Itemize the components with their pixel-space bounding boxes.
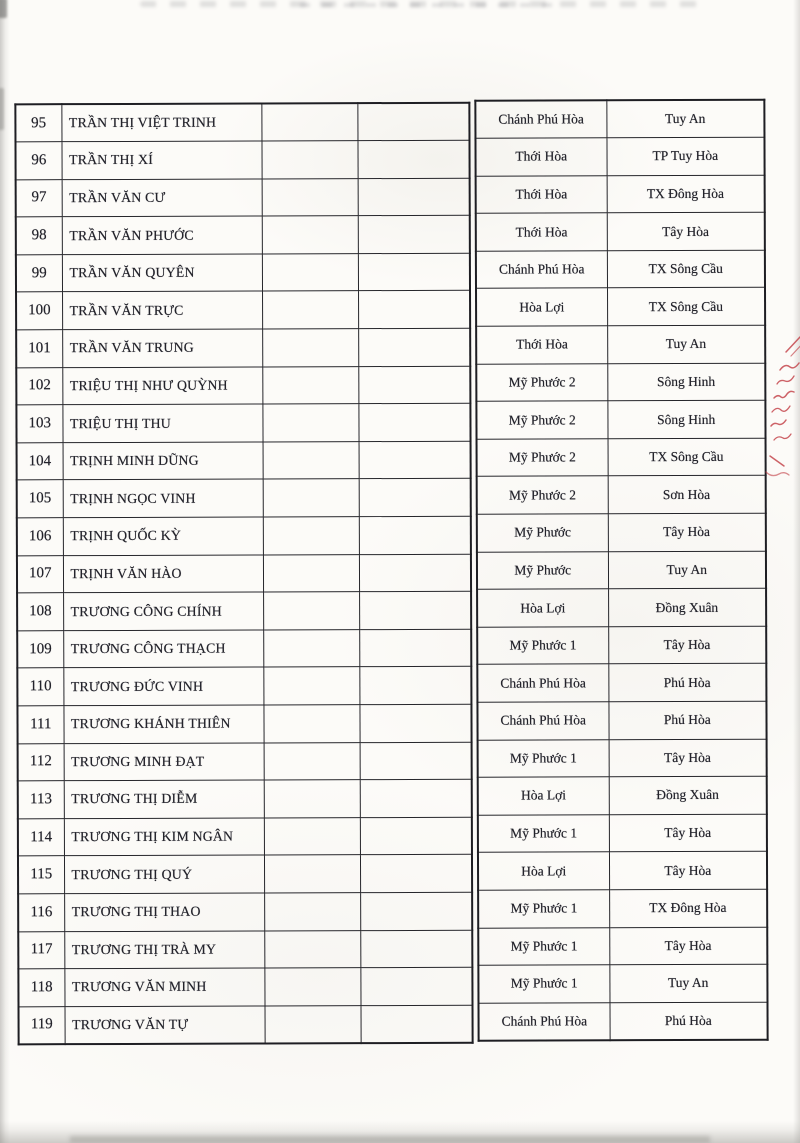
name-cell: TRẦN THỊ VIỆT TRINH xyxy=(61,103,261,141)
row-number-cell: 106 xyxy=(17,518,63,556)
empty-cell xyxy=(263,667,359,705)
row-number-cell: 98 xyxy=(16,217,62,255)
table-row xyxy=(475,100,764,139)
empty-cell xyxy=(263,592,359,630)
table-row xyxy=(477,551,766,590)
empty-cell xyxy=(262,329,358,367)
empty-cell xyxy=(264,855,360,893)
commune-cell: Mỹ Phước 1 xyxy=(478,890,609,928)
empty-cell xyxy=(360,742,472,780)
empty-cell xyxy=(358,291,470,329)
table-row xyxy=(478,852,767,891)
row-number-cell: 103 xyxy=(16,405,62,443)
name-cell: TRẦN VĂN QUYÊN xyxy=(62,254,262,292)
district-cell: Đồng Xuân xyxy=(609,776,767,814)
empty-cell xyxy=(360,779,472,817)
table-row xyxy=(18,930,472,969)
empty-cell xyxy=(357,103,469,141)
name-cell: TRƯƠNG THỊ TRÀ MY xyxy=(64,931,264,969)
empty-cell xyxy=(359,479,471,517)
commune-cell: Hòa Lợi xyxy=(478,852,609,890)
table-row xyxy=(16,253,470,292)
commune-cell: Hòa Lợi xyxy=(476,288,607,326)
scan-edge-bottom-shadow xyxy=(70,1136,710,1143)
table-row xyxy=(476,400,765,439)
name-cell: TRẦN VĂN CƯ xyxy=(62,179,262,217)
district-cell: Tây Hòa xyxy=(608,626,766,664)
table-row xyxy=(477,588,766,627)
table-row xyxy=(476,325,765,364)
empty-cell xyxy=(265,1005,361,1043)
empty-cell xyxy=(262,178,358,216)
table-row xyxy=(17,629,471,668)
empty-cell xyxy=(262,404,358,442)
name-cell: TRƯƠNG VĂN TỰ xyxy=(65,1006,265,1044)
row-number-cell: 107 xyxy=(17,555,63,593)
empty-cell xyxy=(263,554,359,592)
table-row xyxy=(476,175,765,214)
table-row xyxy=(477,438,766,477)
commune-cell: Mỹ Phước 1 xyxy=(478,739,609,777)
district-cell: Tây Hòa xyxy=(607,213,765,251)
empty-cell xyxy=(360,967,472,1005)
district-cell: Đồng Xuân xyxy=(608,588,766,626)
row-number-cell: 104 xyxy=(17,443,63,481)
empty-cell xyxy=(358,404,470,442)
empty-cell xyxy=(264,930,360,968)
district-cell: TX Đông Hòa xyxy=(607,175,765,213)
empty-cell xyxy=(360,817,472,855)
table-row xyxy=(18,892,472,931)
name-cell: TRƯƠNG KHÁNH THIÊN xyxy=(63,705,263,743)
commune-cell: Hòa Lợi xyxy=(478,777,609,815)
empty-cell xyxy=(359,591,471,629)
name-cell: TRƯƠNG MINH ĐẠT xyxy=(64,743,264,781)
table-row xyxy=(18,967,472,1006)
district-cell: Phú Hòa xyxy=(608,701,766,739)
row-number-cell: 101 xyxy=(16,330,62,368)
empty-cell xyxy=(358,366,470,404)
table-row xyxy=(477,513,766,552)
commune-cell: Mỹ Phước 1 xyxy=(478,965,609,1003)
name-cell: TRỊNH QUỐC KỲ xyxy=(63,517,263,555)
table-row xyxy=(15,103,469,142)
table-row xyxy=(17,591,471,630)
table-row xyxy=(16,404,470,443)
row-number-cell: 111 xyxy=(17,706,63,744)
row-number-cell: 105 xyxy=(17,480,63,518)
table-row xyxy=(18,855,472,894)
row-number-cell: 109 xyxy=(17,630,63,668)
row-number-cell: 95 xyxy=(15,104,61,142)
district-cell: Sông Hinh xyxy=(607,363,765,401)
table-row xyxy=(16,328,470,367)
commune-cell: Mỹ Phước 2 xyxy=(476,401,607,439)
empty-cell xyxy=(263,517,359,555)
empty-cell xyxy=(358,178,470,216)
table-row xyxy=(16,366,470,405)
table-row xyxy=(17,479,471,518)
commune-cell: Thới Hòa xyxy=(475,138,606,176)
empty-cell xyxy=(358,328,470,366)
commune-cell: Mỹ Phước 2 xyxy=(477,439,608,477)
table-row xyxy=(17,554,471,593)
table-row xyxy=(18,779,472,818)
name-cell: TRƯƠNG THỊ DIỄM xyxy=(64,780,264,818)
empty-cell xyxy=(264,780,360,818)
empty-cell xyxy=(263,629,359,667)
district-cell: Tây Hòa xyxy=(608,513,766,551)
row-number-cell: 110 xyxy=(17,668,63,706)
row-number-cell: 117 xyxy=(18,931,64,969)
empty-cell xyxy=(360,930,472,968)
district-cell: Tuy An xyxy=(608,551,766,589)
table-row xyxy=(477,476,766,515)
district-cell: Phú Hòa xyxy=(608,664,766,702)
district-cell: Sông Hinh xyxy=(607,400,765,438)
roster-sheet xyxy=(0,101,800,1049)
name-cell: TRẦN VĂN TRUNG xyxy=(62,329,262,367)
district-cell: Tuy An xyxy=(606,100,764,138)
district-cell: TX Sông Cầu xyxy=(607,250,765,288)
empty-cell xyxy=(264,893,360,931)
commune-cell: Mỹ Phước xyxy=(477,514,608,552)
commune-cell: Chánh Phú Hòa xyxy=(478,1003,609,1041)
commune-cell: Chánh Phú Hòa xyxy=(477,702,608,740)
empty-cell xyxy=(359,516,471,554)
district-cell: TP Tuy Hòa xyxy=(606,137,764,175)
empty-cell xyxy=(263,479,359,517)
district-cell: Tuy An xyxy=(607,325,765,363)
row-number-cell: 102 xyxy=(16,367,62,405)
empty-cell xyxy=(262,366,358,404)
commune-cell: Mỹ Phước 2 xyxy=(476,363,607,401)
commune-cell: Hòa Lợi xyxy=(477,589,608,627)
empty-cell xyxy=(359,704,471,742)
name-cell: TRIỆU THỊ NHƯ QUỲNH xyxy=(62,367,262,405)
table-row xyxy=(17,441,471,480)
empty-cell xyxy=(358,216,470,254)
row-number-cell: 96 xyxy=(15,142,61,180)
empty-cell xyxy=(264,968,360,1006)
name-cell: TRỊNH MINH DŨNG xyxy=(63,442,263,480)
row-number-cell: 118 xyxy=(18,969,64,1007)
commune-cell: Mỹ Phước 2 xyxy=(477,476,608,514)
table-row xyxy=(16,291,470,330)
empty-cell xyxy=(359,667,471,705)
name-cell: TRƯƠNG THỊ KIM NGÂN xyxy=(64,818,264,856)
table-row xyxy=(477,626,766,665)
table-row xyxy=(17,704,471,743)
commune-cell: Mỹ Phước 1 xyxy=(478,927,609,965)
table-row xyxy=(477,664,766,703)
name-cell: TRỊNH NGỌC VINH xyxy=(63,479,263,517)
district-cell: Tây Hòa xyxy=(609,814,767,852)
table-row xyxy=(476,213,765,252)
table-row xyxy=(476,288,765,327)
scan-corner-mark xyxy=(0,0,7,18)
table-row xyxy=(17,667,471,706)
row-number-cell: 100 xyxy=(16,292,62,330)
table-row xyxy=(17,516,471,555)
district-cell: Sơn Hòa xyxy=(608,476,766,514)
red-handwriting-annotation xyxy=(750,332,800,490)
district-cell: Tây Hòa xyxy=(609,739,767,777)
empty-cell xyxy=(360,892,472,930)
empty-cell xyxy=(262,254,358,292)
name-cell: TRIỆU THỊ THU xyxy=(62,404,262,442)
row-number-cell: 97 xyxy=(16,179,62,217)
table-row xyxy=(477,701,766,740)
empty-cell xyxy=(262,291,358,329)
empty-cell xyxy=(359,441,471,479)
name-cell: TRƯƠNG THỊ QUÝ xyxy=(64,855,264,893)
table-row xyxy=(478,776,767,815)
commune-cell: Chánh Phú Hòa xyxy=(476,251,607,289)
table-row xyxy=(15,140,469,179)
commune-cell: Mỹ Phước 1 xyxy=(477,627,608,665)
empty-cell xyxy=(358,253,470,291)
commune-cell: Thới Hòa xyxy=(476,213,607,251)
table-row xyxy=(16,178,470,217)
row-number-cell: 108 xyxy=(17,593,63,631)
table-row xyxy=(16,216,470,255)
table-row xyxy=(478,739,767,778)
commune-cell: Mỹ Phước 1 xyxy=(478,815,609,853)
empty-cell xyxy=(262,216,358,254)
name-cell: TRẦN VĂN PHƯỚC xyxy=(62,216,262,254)
name-cell: TRƯƠNG VĂN MINH xyxy=(64,968,264,1006)
table-row xyxy=(478,814,767,853)
empty-cell xyxy=(357,140,469,178)
name-cell: TRẦN VĂN TRỰC xyxy=(62,291,262,329)
district-cell: TX Sông Cầu xyxy=(608,438,766,476)
empty-cell xyxy=(261,141,357,179)
table-row xyxy=(18,742,472,781)
commune-cell: Chánh Phú Hòa xyxy=(477,664,608,702)
row-number-cell: 115 xyxy=(18,856,64,894)
empty-cell xyxy=(263,441,359,479)
name-cell: TRƯƠNG CÔNG THẠCH xyxy=(63,630,263,668)
district-cell: Phú Hòa xyxy=(609,1002,767,1040)
district-cell: TX Sông Cầu xyxy=(607,288,765,326)
table-row xyxy=(478,889,767,928)
table-row xyxy=(18,817,472,856)
commune-cell: Thới Hòa xyxy=(476,326,607,364)
row-number-cell: 99 xyxy=(16,255,62,293)
empty-cell xyxy=(264,817,360,855)
bleedthrough-text-artifact xyxy=(300,3,560,7)
district-cell: Tây Hòa xyxy=(609,852,767,890)
table-row xyxy=(478,964,767,1003)
row-number-cell: 116 xyxy=(18,894,64,932)
district-cell: TX Đông Hòa xyxy=(609,889,767,927)
row-number-cell: 112 xyxy=(18,743,64,781)
row-number-cell: 113 xyxy=(18,781,64,819)
roster-table-left xyxy=(14,102,473,1045)
name-cell: TRƯƠNG CÔNG CHÍNH xyxy=(63,592,263,630)
table-row xyxy=(478,1002,767,1041)
row-number-cell: 119 xyxy=(19,1006,65,1044)
commune-cell: Chánh Phú Hòa xyxy=(475,100,606,138)
table-row xyxy=(478,927,767,966)
table-row xyxy=(19,1005,473,1044)
district-cell: Tuy An xyxy=(609,964,767,1002)
roster-table-right xyxy=(474,99,768,1042)
row-number-cell: 114 xyxy=(18,818,64,856)
district-cell: Tây Hòa xyxy=(609,927,767,965)
empty-cell xyxy=(359,629,471,667)
name-cell: TRẦN THỊ XÍ xyxy=(61,141,261,179)
empty-cell xyxy=(263,705,359,743)
name-cell: TRỊNH VĂN HÀO xyxy=(63,555,263,593)
table-row xyxy=(476,363,765,402)
empty-cell xyxy=(261,103,357,141)
name-cell: TRƯƠNG THỊ THAO xyxy=(64,893,264,931)
table-row xyxy=(475,137,764,176)
empty-cell xyxy=(359,554,471,592)
empty-cell xyxy=(361,1005,473,1043)
empty-cell xyxy=(360,855,472,893)
commune-cell: Mỹ Phước xyxy=(477,551,608,589)
table-row xyxy=(476,250,765,289)
empty-cell xyxy=(264,742,360,780)
commune-cell: Thới Hòa xyxy=(476,175,607,213)
name-cell: TRƯƠNG ĐỨC VINH xyxy=(63,667,263,705)
